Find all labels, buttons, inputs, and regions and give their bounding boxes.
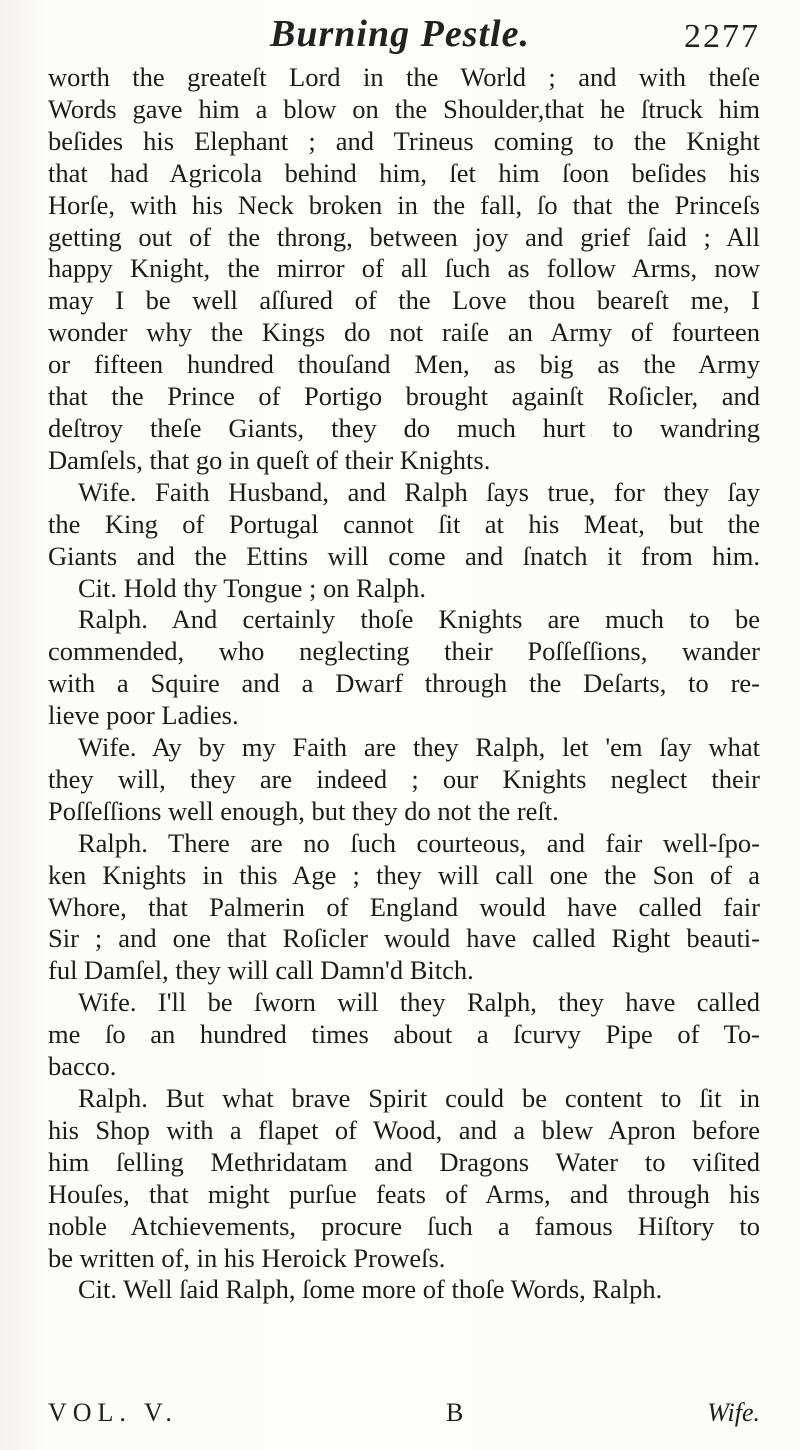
text-line: bacco. — [48, 1051, 117, 1082]
text-line: may I be well aſſured of the Love thou beareſt me, I — [48, 285, 760, 316]
text-line: Wife. Faith Husband, and Ralph ſays true, for they ſay — [78, 476, 760, 507]
text-line: Wife. I'll be ſworn will they Ralph, they have called — [78, 987, 760, 1018]
catchword: Wife. — [707, 1398, 760, 1427]
text-line: Houſes, that might purſue feats of Arms, and through his — [48, 1178, 760, 1209]
text-line: Cit. Well ſaid Ralph, ſome more of thoſe Words, Ralph. — [78, 1274, 663, 1305]
body-text — [48, 62, 760, 1306]
text-line: ken Knights in this Age ; they will call one the Son of a — [48, 859, 760, 890]
text-line: Sir ; and one that Roſicler would have called Right beauti- — [48, 923, 760, 954]
text-line: be written of, in his Heroick Proweſs. — [48, 1242, 446, 1273]
text-line: Ralph. There are no ſuch courteous, and fair well-ſpo- — [78, 827, 760, 858]
text-line: Cit. Hold thy Tongue ; on Ralph. — [78, 572, 427, 603]
signature-mark: B — [446, 1398, 464, 1427]
volume-mark: VOL. V. — [48, 1398, 178, 1427]
text-line: getting out of the throng, between joy and grief ſaid ; All — [48, 221, 760, 252]
text-line: Giants and the Ettins will come and ſnatch it from him. — [48, 540, 760, 571]
text-line: Damſels, that go in queſt of their Knights. — [48, 444, 491, 475]
text-line: lieve poor Ladies. — [48, 700, 239, 731]
text-line: deſtroy theſe Giants, they do much hurt to wandring — [48, 412, 760, 443]
text-line: that had Agricola behind him, ſet him ſoon beſides his — [48, 157, 760, 188]
text-line: Wife. Ay by my Faith are they Ralph, let 'em ſay what — [78, 732, 760, 763]
text-line: Horſe, with his Neck broken in the fall, ſo that the Princeſs — [48, 189, 760, 220]
text-line: Ralph. But what brave Spirit could be content to ſit in — [78, 1083, 760, 1113]
text-line: Poſſeſſions well enough, but they do not the reſt. — [48, 795, 559, 826]
text-line: they will, they are indeed ; our Knights neglect their — [48, 763, 760, 794]
text-line: beſides his Elephant ; and Trineus coming to the Knight — [48, 125, 760, 156]
text-line: me ſo an hundred times about a ſcurvy Pipe of To- — [48, 1019, 760, 1050]
text-line: Ralph. And certainly thoſe Knights are much to be — [78, 604, 760, 635]
text-line: with a Squire and a Dwarf through the Deſarts, to re- — [48, 668, 760, 699]
running-head: Burning Pestle. — [270, 13, 530, 55]
page-footer — [48, 1398, 760, 1434]
text-line: wonder why the Kings do not raiſe an Army of fourteen — [48, 317, 760, 348]
text-line: noble Atchievements, procure ſuch a famous Hiſtory to — [48, 1210, 760, 1241]
text-line: Words gave him a blow on the Shoulder,that he ſtruck him — [48, 93, 760, 124]
text-line: commended, who neglecting their Poſſeſſions, wander — [48, 636, 760, 667]
text-line: Whore, that Palmerin of England would have called fair — [48, 891, 760, 922]
text-line: the King of Portugal cannot ſit at his Meat, but the — [48, 508, 760, 539]
text-line: or fifteen hundred thouſand Men, as big as the Army — [48, 349, 760, 380]
text-line: his Shop with a flapet of Wood, and a blew Apron before — [48, 1114, 760, 1145]
page-number: 2277 — [684, 18, 760, 55]
text-line: worth the greateſt Lord in the World ; and with theſe — [48, 62, 760, 92]
text-line: that the Prince of Portigo brought againſt Roſicler, and — [48, 381, 760, 412]
text-line: ful Damſel, they will call Damn'd Bitch. — [48, 955, 474, 986]
text-line: him ſelling Methridatam and Dragons Water to viſited — [48, 1146, 760, 1177]
text-line: happy Knight, the mirror of all ſuch as follow Arms, now — [48, 253, 760, 284]
